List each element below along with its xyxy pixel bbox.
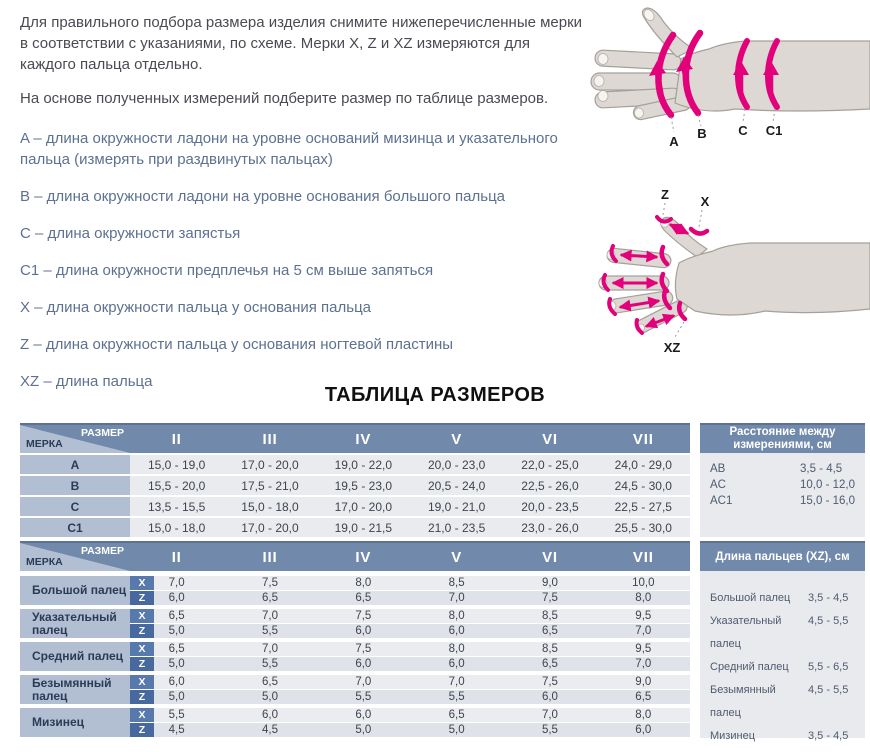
table-cell: 7,0 [223,642,316,656]
definition-c: C – длина окружности запястья [20,225,241,242]
size-table-title: ТАБЛИЦА РАЗМЕРОВ [324,384,546,406]
table-cell: 5,0 [223,690,316,704]
table-cell: 17,0 - 20,0 [223,518,316,537]
finger-group-ring [20,675,690,704]
middle-finger [591,73,681,90]
list-item [710,679,865,725]
table-cell: 23,0 - 26,0 [503,518,596,537]
size-column-header: VI [503,543,596,571]
table-cell: 10,0 [597,576,690,590]
table-cell: 19,0 - 21,0 [410,497,503,516]
table-cell: 6,0 [503,690,596,704]
x-row [130,609,690,623]
table-cell: 20,0 - 23,0 [410,455,503,474]
table-cell: 8,0 [410,609,503,623]
table-cell: 6,0 [223,708,316,722]
definition-xz: XZ – длина пальца [20,373,153,390]
table-cell: 9,5 [597,609,690,623]
table-cell: 7,5 [503,591,596,605]
table-cell: 6,5 [130,609,223,623]
table-cell: 15,0 - 19,0 [130,455,223,474]
x-badge: X [130,609,154,623]
table-cell: 20,0 - 23,5 [503,497,596,516]
table-cell: 7,5 [503,675,596,689]
table-cell: 8,5 [503,642,596,656]
corner-razmer-label: РАЗМЕР [81,545,124,557]
table-cell: 8,0 [597,591,690,605]
finger-group-middle [20,642,690,671]
label-z: Z [661,187,669,202]
table-cell: 5,0 [130,624,223,638]
distance-panel-body [700,453,865,537]
table-cell: 7,0 [503,708,596,722]
table-cell: 6,5 [317,591,410,605]
z-badge: Z [130,624,154,638]
table1-corner-cell [20,425,130,453]
table2-header [20,541,690,571]
table-cell: 25,5 - 30,0 [597,518,690,537]
finger-length-value: 5,5 - 6,5 [808,661,849,673]
distance-label: AC1 [710,495,733,507]
table-cell: 7,5 [317,642,410,656]
size-table-block-2 [20,541,865,742]
table-cell: 7,0 [597,624,690,638]
label-c: C [738,123,748,138]
table-cell: 13,5 - 15,5 [130,497,223,516]
label-a: A [669,134,679,149]
table-row [20,497,690,516]
z-row [130,723,690,737]
finger-length-label: Средний палец [710,661,789,673]
table-cell: 6,5 [130,642,223,656]
label-xz: XZ [663,340,681,355]
table-cell: 6,0 [130,675,223,689]
size-column-header: VI [503,425,596,453]
table-cell: 6,0 [317,624,410,638]
table-cell: 5,5 [223,624,316,638]
finger-group-thumb [20,576,690,605]
finger-length-label: Указательный палец [710,615,782,650]
x-row [130,675,690,689]
distance-label: AB [710,463,726,475]
definition-b: B – длина окружности ладони на уровне основания большого пальца [20,188,506,205]
table-cell: 17,5 - 21,0 [223,476,316,495]
distance-value: 3,5 - 4,5 [800,463,843,475]
finger-label: Большой палец [20,576,130,605]
distance-panel-header: Расстояние между измерениями, см [700,423,865,453]
table-cell: 8,0 [410,642,503,656]
table-cell: 6,5 [410,708,503,722]
table-cell: 7,0 [597,657,690,671]
definition-a: A – длина окружности ладони на уровне оснований мизинца и указательного пальца (измерять при раздвинутых пальцах) [20,130,558,168]
table-cell: 9,0 [597,675,690,689]
z-badge: Z [130,657,154,671]
size-column-header: IV [317,543,410,571]
label-c1: C1 [765,123,783,138]
z-badge: Z [130,690,154,704]
table-cell: 4,5 [130,723,223,737]
finger-length-value: 3,5 - 4,5 [808,730,849,742]
table-cell: 5,5 [317,690,410,704]
z-row [130,690,690,704]
table-cell: 6,0 [317,657,410,671]
table-cell: 8,0 [317,576,410,590]
label-b: B [697,126,707,141]
table-cell: 6,5 [223,675,316,689]
list-item [710,477,865,493]
size-column-header: VII [597,543,690,571]
z-row [130,591,690,605]
list-item [710,587,865,610]
hand-palm-illustration [585,5,870,160]
x-badge: X [130,642,154,656]
finger-label: Безымянный палец [20,675,130,704]
table-row [20,518,690,537]
table-cell: 6,5 [503,657,596,671]
finger-group-index [20,609,690,638]
table-cell: 9,0 [503,576,596,590]
row-label: B [20,476,130,495]
finger-length-panel-header: Длина пальцев (XZ), см [700,541,865,571]
table-cell: 22,5 - 27,5 [597,497,690,516]
table-cell: 8,5 [503,609,596,623]
table-cell: 4,5 [223,723,316,737]
list-item [710,493,865,509]
x-row [130,708,690,722]
table-cell: 24,5 - 30,0 [597,476,690,495]
table-cell: 24,0 - 29,0 [597,455,690,474]
table-cell: 5,5 [223,657,316,671]
table-cell: 6,5 [223,591,316,605]
size-column-header: III [223,543,316,571]
table-cell: 7,5 [223,576,316,590]
definition-z: Z – длина окружности пальца у основания ногтевой пластины [20,336,454,353]
size-table-block-1 [20,423,865,537]
distance-value: 10,0 - 12,0 [800,479,855,491]
table-cell: 22,0 - 25,0 [503,455,596,474]
finger-table-main [20,541,690,738]
hand-fingers-illustration [585,185,870,360]
corner-merka-label: МЕРКА [26,556,63,568]
row-label: C [20,497,130,516]
x-badge: X [130,708,154,722]
finger-group-little [20,708,690,737]
table2-corner-cell [20,543,130,571]
intro-paragraph-2: На основе полученных измерений подберите размер по таблице размеров. [20,90,549,107]
table-row [20,476,690,495]
table-cell: 19,5 - 23,0 [317,476,410,495]
definition-x: X – длина окружности пальца у основания пальца [20,299,372,316]
size-column-header: V [410,543,503,571]
finger-length-value: 4,5 - 5,5 [808,684,849,696]
table-cell: 5,5 [130,708,223,722]
table-cell: 5,0 [130,657,223,671]
table-cell: 7,0 [130,576,223,590]
intro-paragraph-1: Для правильного подбора размера изделия снимите нижеперечисленные мерки в соответствии с указаниями, по схеме. Мерки X, Z и XZ измеряются для каждого пальца отдельно. [20,14,583,73]
instructions-column [20,12,585,408]
z-badge: Z [130,591,154,605]
leader-lines [671,109,775,132]
size-column-header: II [130,425,223,453]
table-cell: 6,0 [410,657,503,671]
table-cell: 6,0 [130,591,223,605]
table-row [20,455,690,474]
table-cell: 7,0 [317,675,410,689]
list-item [710,656,865,679]
table1-header [20,423,690,453]
z-badge: Z [130,723,154,737]
table-cell: 7,0 [410,591,503,605]
size-column-header: IV [317,425,410,453]
table-cell: 7,5 [317,609,410,623]
finger-label: Мизинец [20,708,130,737]
table-cell: 6,0 [597,723,690,737]
table-cell: 19,0 - 22,0 [317,455,410,474]
table-cell: 6,0 [317,708,410,722]
table-cell: 15,5 - 20,0 [130,476,223,495]
distance-label: AC [710,479,726,491]
table-cell: 8,0 [597,708,690,722]
corner-razmer-label: РАЗМЕР [81,427,124,439]
table-cell: 5,0 [410,723,503,737]
distance-value: 15,0 - 16,0 [800,495,855,507]
z-row [130,657,690,671]
size-column-header: III [223,425,316,453]
hand-diagram-fingers [585,185,870,365]
table-cell: 7,0 [223,609,316,623]
table-cell: 6,0 [410,624,503,638]
finger-label: Указательный палец [20,609,130,638]
table-cell: 15,0 - 18,0 [223,497,316,516]
x-badge: X [130,576,154,590]
z-row [130,624,690,638]
palm-and-forearm [675,243,870,315]
distance-panel [700,423,865,537]
table-cell: 5,0 [130,690,223,704]
table-cell: 21,0 - 23,5 [410,518,503,537]
table-cell: 17,0 - 20,0 [223,455,316,474]
size-column-header: V [410,425,503,453]
table-cell: 20,5 - 24,0 [410,476,503,495]
row-label: C1 [20,518,130,537]
table-cell: 8,5 [410,576,503,590]
x-row [130,576,690,590]
label-x: X [700,194,710,209]
table-cell: 22,5 - 26,0 [503,476,596,495]
list-item [710,461,865,477]
finger-length-label: Безымянный палец [710,684,776,719]
row-label: A [20,455,130,474]
table-cell: 6,5 [503,624,596,638]
table-cell: 5,0 [317,723,410,737]
finger-length-value: 4,5 - 5,5 [808,615,849,627]
corner-merka-label: МЕРКА [26,438,63,450]
table-cell: 5,5 [503,723,596,737]
list-item [710,610,865,656]
hand-diagram-circumferences [585,5,870,165]
table-cell: 15,0 - 18,0 [130,518,223,537]
size-column-header: VII [597,425,690,453]
size-table-main [20,423,690,537]
table-cell: 6,5 [597,690,690,704]
finger-length-panel-body [700,571,865,742]
table-cell: 19,0 - 21,5 [317,518,410,537]
finger-length-value: 3,5 - 4,5 [808,592,849,604]
finger-label: Средний палец [20,642,130,671]
x-row [130,642,690,656]
table-cell: 9,5 [597,642,690,656]
finger-length-panel [700,541,865,742]
table-cell: 7,0 [410,675,503,689]
table-cell: 17,0 - 20,0 [317,497,410,516]
x-badge: X [130,675,154,689]
finger-length-label: Мизинец [710,730,755,742]
finger-length-label: Большой палец [710,592,791,604]
table-cell: 5,5 [410,690,503,704]
measurement-definitions [20,128,585,392]
list-item [710,725,865,748]
size-column-header: II [130,543,223,571]
definition-c1: C1 – длина окружности предплечья на 5 см выше запяться [20,262,434,279]
